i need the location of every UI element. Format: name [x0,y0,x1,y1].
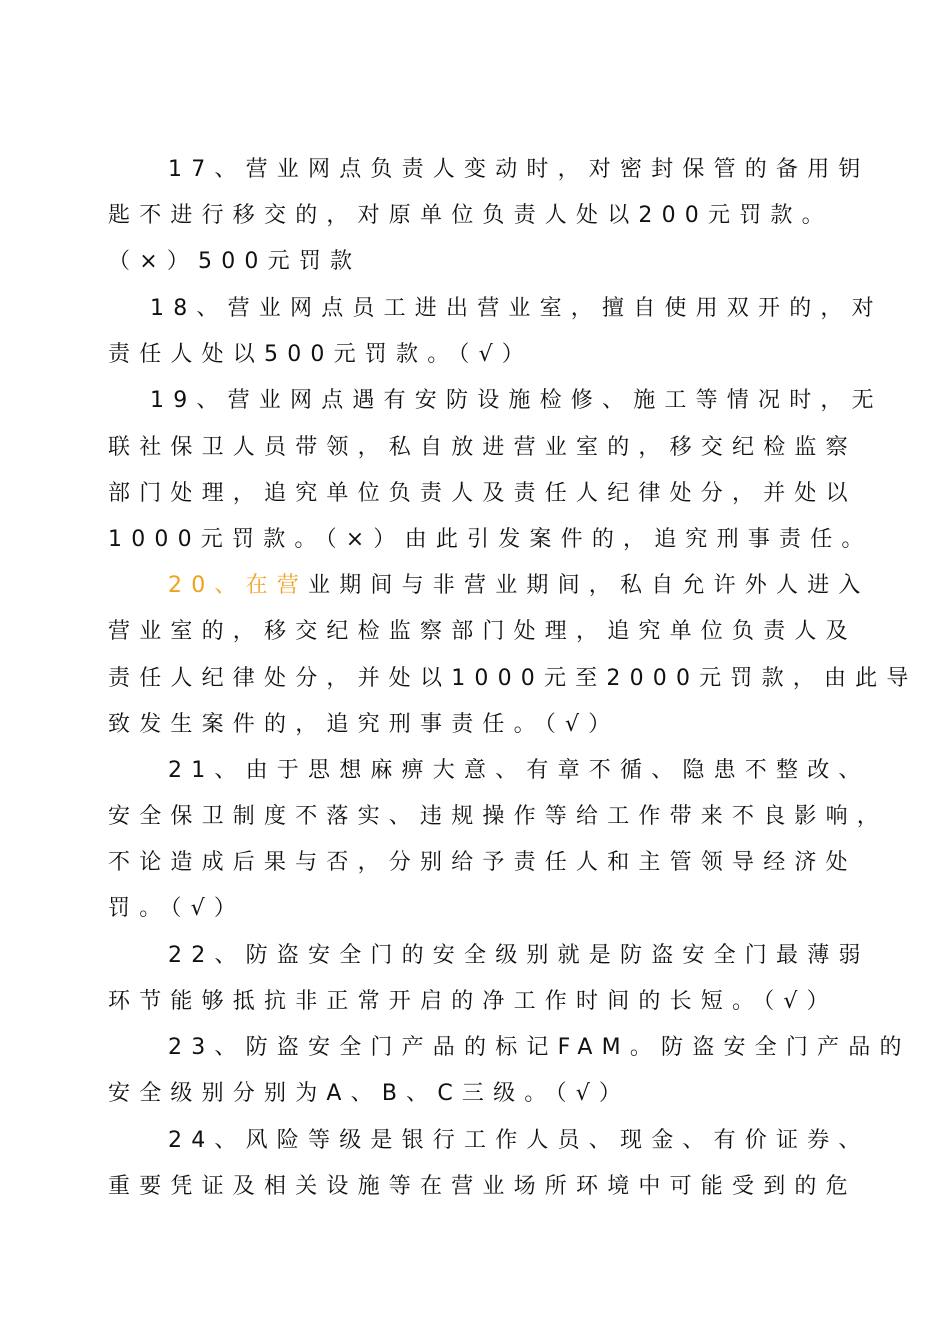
highlighted-text: 20、在营 [168,573,308,598]
text-line: 23、防盗安全门产品的标记FAM。防盗安全门产品的 [168,1035,911,1060]
text-line: 安全保卫制度不落实、违规操作等给工作带来不良影响， [108,804,889,829]
text-line: 匙不进行移交的，对原单位负责人处以200元罚款。 [108,203,833,228]
text-line: 联社保卫人员带领，私自放进营业室的，移交纪检监察 [108,435,857,460]
text-line: 不论造成后果与否，分别给予责任人和主管领导经济处 [108,850,857,875]
text-line: 营业室的，移交纪检监察部门处理，追究单位负责人及 [108,619,857,644]
text-line: 18、营业网点员工进出营业室，擅自使用双开的，对 [150,296,883,321]
text-line: 安全级别分别为A、B、C三级。（√） [108,1081,631,1106]
text-line: 责任人处以500元罚款。（√） [108,342,534,367]
text-line: 24、风险等级是银行工作人员、现金、有价证券、 [168,1128,870,1153]
text-line: 致发生案件的，追究刑事责任。（√） [108,712,620,737]
text-line: 环节能够抵抗非正常开启的净工作时间的长短。（√） [108,989,838,1014]
text-line: 责任人纪律处分，并处以1000元至2000元罚款，由此导 [108,666,918,691]
text-line: 罚。（√） [108,896,246,921]
text-line: 21、由于思想麻痹大意、有章不循、隐患不整改、 [168,758,870,783]
text-line: 19、营业网点遇有安防设施检修、施工等情况时，无 [150,388,883,413]
text-line: 1000元罚款。（×）由此引发案件的，追究刑事责任。 [108,527,873,552]
text-line: （×）500元罚款 [108,249,362,274]
text-line: 17、营业网点负责人变动时，对密封保管的备用钥 [168,157,870,182]
text-line-highlighted [168,566,928,606]
text-line-rest: 业期间与非营业期间，私自允许外人进入 [308,573,870,598]
text-line: 部门处理，追究单位负责人及责任人纪律处分，并处以 [108,481,857,506]
text-line: 22、防盗安全门的安全级别就是防盗安全门最薄弱 [168,943,870,968]
text-line: 重要凭证及相关设施等在营业场所环境中可能受到的危 [108,1174,857,1199]
